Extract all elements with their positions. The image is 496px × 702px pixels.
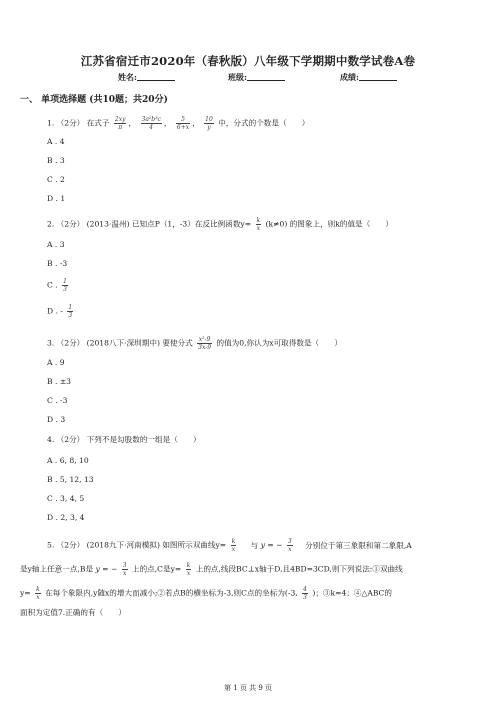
score-blank[interactable] — [359, 72, 397, 81]
q4-option-d[interactable]: D . 2, 3, 4 — [47, 513, 85, 522]
q1-option-b[interactable]: B . 3 — [47, 156, 65, 165]
q3-option-b[interactable]: B . ±3 — [47, 377, 72, 386]
q5-mid-1: 与 — [250, 540, 259, 550]
section-heading: 一、 单项选择题 (共10题；共20分) — [20, 95, 168, 105]
question-2 — [47, 217, 393, 232]
q5-fraction-2: $\frac{3}{x}$ — [287, 538, 292, 553]
class-label: 班级: — [228, 72, 247, 82]
q1-fraction-2: $\frac{\text{3a²b³c}}{4}$ — [141, 116, 161, 131]
page-title: 江苏省宿迁市2020年（春秋版）八年级下学期期中数学试卷A卷 — [80, 54, 416, 68]
q4-option-a[interactable]: A . 6, 8, 10 — [47, 456, 89, 465]
question-5-line-1 — [47, 538, 412, 553]
q1-option-c[interactable]: C . 2 — [47, 175, 65, 184]
q1-option-d[interactable]: D . 1 — [47, 194, 66, 203]
q4-option-c[interactable]: C . 3, 4, 5 — [47, 494, 85, 503]
class-field — [228, 72, 285, 83]
page-footer: 第 1 页 共 9 页 — [223, 684, 273, 692]
question-5-line-4: 面积为定值7.正确的有（ ） — [20, 608, 126, 617]
q1-fraction-4: $\frac{10}{y}$ — [205, 116, 213, 131]
q2-fraction: $\frac{k}{x}$ — [256, 217, 261, 232]
q1-option-a[interactable]: A . 4 — [47, 137, 65, 146]
question-5-line-3: y= $\frac{k}{x}$ 在每个象限内,y随x的增大而减小;②若点B的横坐标为-3,则C点的坐标为(-3, $\frac{4}{3}$ )；③k=4；④△ABC的 — [20, 586, 392, 601]
score-field — [340, 72, 397, 83]
q5-line3-fraction-2: $\frac{4}{3}$ — [303, 586, 307, 601]
name-field — [118, 72, 175, 83]
q5-line2-fraction-2: $\frac{k}{x}$ — [186, 562, 191, 577]
q5-fraction-1: $\frac{k}{x}$ — [231, 538, 236, 553]
name-blank[interactable] — [137, 72, 175, 81]
question-1: 1. （2分） 在式子 $\frac{2xy}{\pi}$ ， $\frac{\text{3a²b³c}}{4}$ ， $\frac{5}{6+x}$ ， $\frac{10}{y}$ 中，分式的个数是（ ） — [47, 116, 310, 131]
q5-y-expression: y = − — [260, 540, 283, 550]
score-label: 成绩: — [340, 72, 359, 82]
q3-fraction: $\frac{\text{x²-9}}{3x-9}$ — [198, 336, 212, 351]
q1-fraction-1: $\frac{2xy}{\pi}$ — [114, 116, 126, 131]
class-blank[interactable] — [247, 72, 285, 81]
q5-mid-2: 分别位于第三象限和第二象限,A — [305, 540, 412, 550]
question-4: 4. （2分） 下列不是勾股数的一组是（ ） — [47, 435, 201, 444]
q1-fraction-3: $\frac{5}{6+x}$ — [176, 116, 190, 131]
q3-tail: 的值为0,你认为x可取得数是（ ） — [216, 338, 342, 348]
q3-option-c[interactable]: C . -3 — [47, 396, 68, 405]
q2-option-d-fraction: $\frac{1}{3}$ — [68, 304, 73, 319]
q4-option-b[interactable]: B . 5, 12, 13 — [47, 475, 94, 484]
q2-option-c-label: C . — [47, 280, 58, 290]
q3-lead: 3. （2分） (2018八下·深圳期中) 要使分式 — [47, 338, 193, 348]
q2-option-a[interactable]: A . 3 — [47, 240, 65, 249]
question-3 — [47, 336, 342, 351]
q5-line2-fraction-1: $\frac{3}{x}$ — [122, 562, 127, 577]
q3-option-a[interactable]: A . 9 — [47, 358, 65, 367]
name-label: 姓名: — [118, 72, 137, 82]
q2-lead: 2. （2分） (2013·温州) 已知点P（1，-3）在反比例函数y= — [47, 219, 252, 229]
q1-tail: 中，分式的个数是（ ） — [218, 118, 310, 128]
q3-option-d[interactable]: D . 3 — [47, 415, 66, 424]
q2-option-d[interactable] — [47, 304, 75, 319]
q5-line3-fraction-1: $\frac{k}{x}$ — [36, 586, 40, 601]
q2-option-b[interactable]: B . -3 — [47, 259, 68, 268]
q1-lead: 1. （2分） 在式子 — [47, 118, 110, 128]
question-5-line-2: 是y轴上任意一点,B是 y = − $\frac{3}{x}$ 上的点,C是y= $\frac{k}{x}$ 上的点,线段BC⊥x轴于D,且4BD=3CD,则下列说法:①双曲线 — [20, 562, 403, 577]
q2-option-c-fraction: $\frac{1}{3}$ — [63, 278, 67, 293]
q2-option-d-label: D . - — [47, 306, 63, 316]
q5-lead: 5. （2分） (2018九下·河南模拟) 如图所示双曲线y= — [47, 540, 227, 550]
q2-tail: (k≠0) 的图象上，则k的值是（ ） — [265, 219, 394, 229]
q2-option-c[interactable] — [47, 278, 70, 293]
